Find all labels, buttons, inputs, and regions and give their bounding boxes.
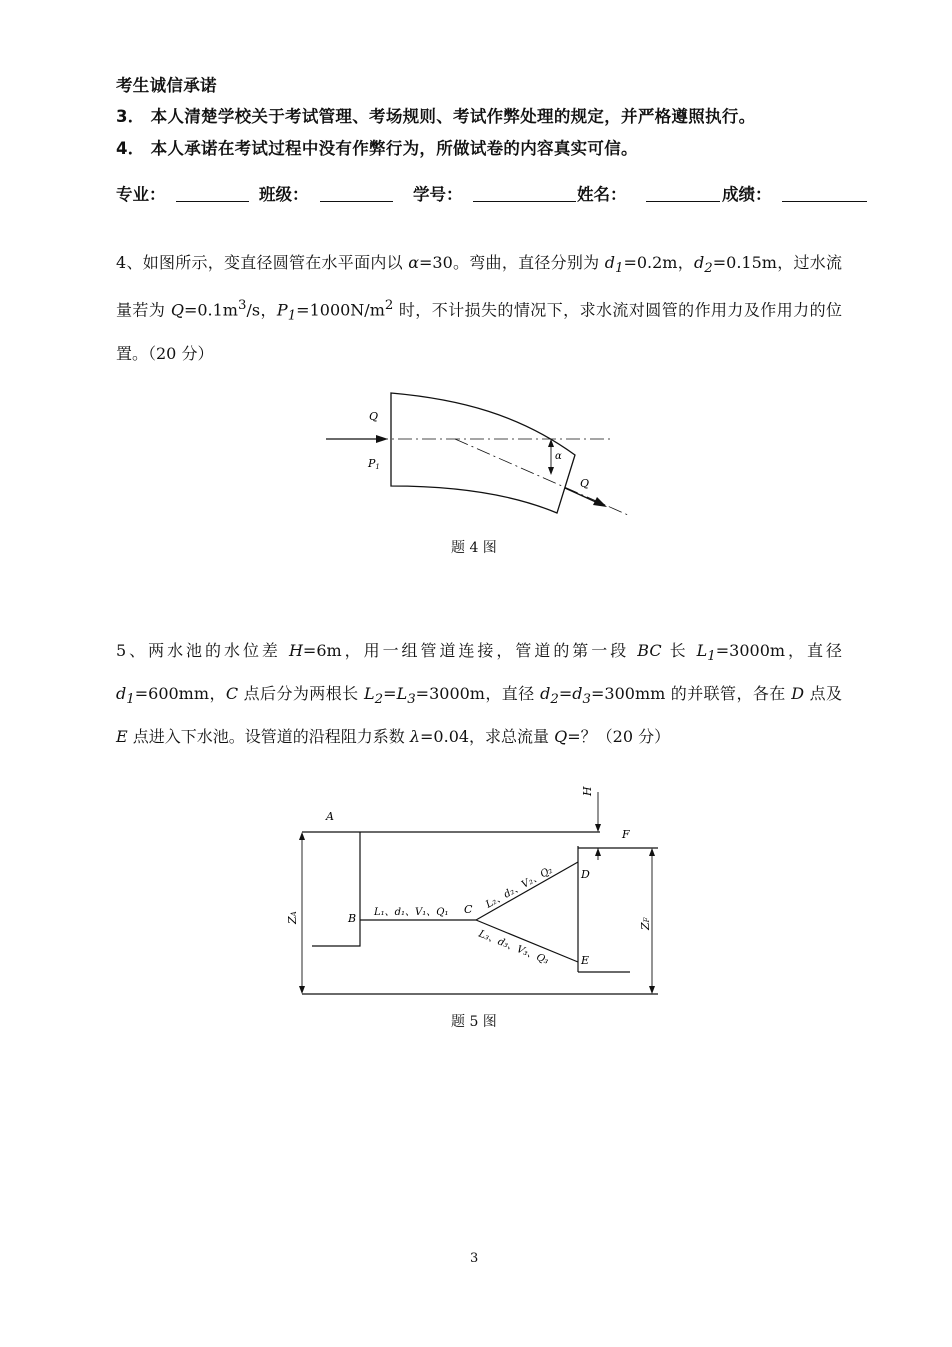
pledge-title: 考生诚信承诺: [116, 76, 217, 95]
q4-fig-label-q-in: Q: [369, 410, 379, 423]
student-info-row: [116, 181, 870, 207]
figure-5-caption: 题 5 图: [451, 1014, 497, 1030]
q4-fig-label-p1: P1: [368, 457, 380, 471]
q4-fig-label-alpha: α: [555, 451, 562, 462]
question-4-figure: [320, 385, 640, 525]
student-id-field[interactable]: [473, 201, 576, 202]
question-5-text: 5、两水池的水位差 H=6m，用一组管道连接，管道的第一段 BC 长 $L_1=3000m$，直径 $d_1=600mm$，C 点后分为两根长 $L_2=L_3=3000m$，直径 $d_2=d_3=300mm$ 的并联管，各在 D 点及 E 点进入下水池。设管道的沿程阻力系数 λ=0.04，求总流量 Q=？（20 分）: [116, 641, 842, 747]
q5-fig-label-e: E: [581, 954, 590, 967]
q5-fig-label-b: B: [348, 912, 357, 925]
q5-fig-pipe1-label: L₁、d₁、V₁、Q₁: [374, 907, 449, 918]
figure-4-caption: 题 4 图: [451, 540, 497, 556]
score-label: 成绩：: [722, 185, 772, 204]
q5-fig-pipe2-label: L₂、d₂、V₂、Q₂: [484, 864, 555, 911]
class-field[interactable]: [320, 201, 393, 202]
class-label: 班级：: [259, 185, 309, 204]
pledge-item-4: 4． 本人承诺在考试过程中没有作弊行为，所做试卷的内容真实可信。: [116, 139, 638, 158]
pledge-item-3: 3． 本人清楚学校关于考试管理、考场规则、考试作弊处理的规定，并严格遵照执行。: [116, 107, 756, 126]
name-label: 姓名：: [577, 185, 627, 204]
question-4-text: 4、如图所示，变直径圆管在水平面内以 α=30。弯曲，直径分别为 $d_1=0.2m$，$d_2=0.15m$，过水流量若为 $Q=0.1m^3/s$，$P_1=1000N/m^2$ 时，不计损失的情况下，求水流对圆管的作用力及作用力的位置。（20 分）: [116, 253, 843, 363]
student-id-label: 学号：: [413, 185, 463, 204]
q5-fig-label-h: H: [581, 786, 594, 796]
q5-fig-label-zf: ZF: [639, 917, 652, 930]
major-label: 专业：: [116, 185, 166, 204]
question-5-figure: [288, 782, 668, 1000]
q5-fig-label-a: A: [326, 810, 334, 823]
major-field[interactable]: [176, 201, 249, 202]
q5-fig-label-c: C: [464, 903, 473, 916]
q5-fig-label-za: ZA: [286, 911, 299, 924]
q5-fig-label-d: D: [581, 868, 590, 881]
score-field[interactable]: [782, 201, 867, 202]
q5-fig-pipe3-label: L₃、d₃、V₃、Q₃: [476, 928, 551, 967]
q5-fig-label-f: F: [622, 828, 630, 841]
q4-fig-label-q-out: Q: [580, 477, 590, 490]
page-number: 3: [470, 1251, 479, 1266]
name-field[interactable]: [646, 201, 720, 202]
